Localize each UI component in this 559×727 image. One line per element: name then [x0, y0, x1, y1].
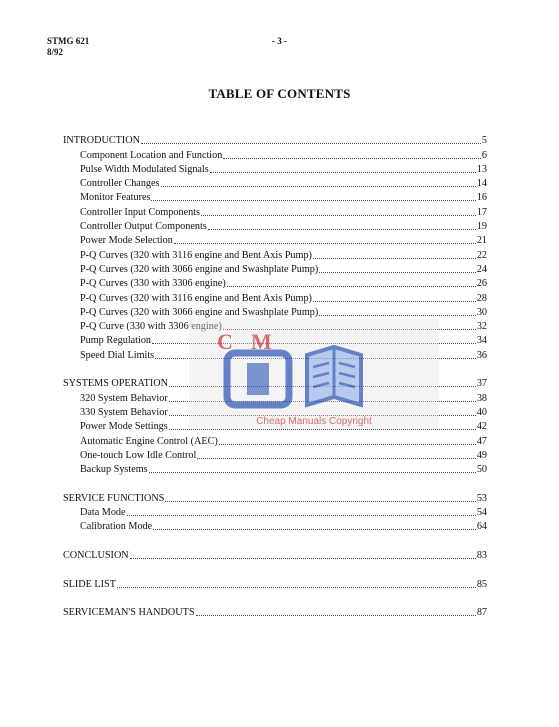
toc-entry-page: 38 — [476, 392, 487, 404]
toc-entry — [63, 462, 487, 476]
dot-leader — [127, 515, 476, 516]
toc-entry — [63, 247, 487, 261]
toc-entry — [63, 204, 487, 218]
toc-entry-label: P-Q Curves (320 with 3066 engine and Swashplate Pump) — [80, 263, 319, 275]
toc-section-heading — [63, 133, 487, 147]
dot-leader — [196, 615, 476, 616]
toc-entry-page: 53 — [476, 492, 487, 504]
toc-entry-page: 26 — [476, 278, 487, 290]
toc-entry — [63, 190, 487, 204]
toc-entry-page: 54 — [476, 507, 487, 519]
toc-entry-label: Controller Input Components — [80, 206, 200, 218]
toc-entry-page: 14 — [476, 178, 487, 190]
watermark-letter-c: C — [217, 329, 233, 354]
page-number: - 3 - — [272, 36, 287, 46]
dot-leader — [165, 501, 475, 502]
toc-entry-label: SERVICE FUNCTIONS — [63, 492, 165, 504]
toc-section-heading — [63, 490, 487, 504]
toc-entry — [63, 262, 487, 276]
toc-section-heading — [63, 576, 487, 590]
toc-entry-page: 64 — [476, 521, 487, 533]
dot-leader — [149, 472, 476, 473]
dot-leader — [153, 529, 476, 530]
toc-entry-page: 13 — [476, 163, 487, 175]
toc-entry-page: 21 — [476, 235, 487, 247]
toc-entry-label: INTRODUCTION — [63, 135, 140, 147]
toc-entry-page: 17 — [476, 206, 487, 218]
toc-entry — [63, 147, 487, 161]
toc-entry-label: P-Q Curves (320 with 3066 engine and Swashplate Pump) — [80, 306, 319, 318]
toc-entry-page: 32 — [476, 321, 487, 333]
toc-entry-label: Monitor Features — [80, 192, 151, 204]
toc-entry-page: 87 — [476, 607, 487, 619]
toc-entry — [63, 219, 487, 233]
section-spacer — [63, 562, 487, 576]
dot-leader — [313, 301, 476, 302]
toc-entry-page: 40 — [476, 406, 487, 418]
dot-leader — [117, 587, 476, 588]
dot-leader — [161, 186, 476, 187]
toc-entry-label: Controller Output Components — [80, 221, 207, 233]
section-spacer — [63, 591, 487, 605]
toc-entry-label: SLIDE LIST — [63, 578, 116, 590]
toc-entry-label: Controller Changes — [80, 178, 160, 190]
toc-entry-page: 83 — [476, 549, 487, 561]
toc-entry-page: 24 — [476, 263, 487, 275]
doc-date: 8/92 — [47, 47, 64, 57]
dot-leader — [141, 143, 481, 144]
toc-entry-label: Backup Systems — [80, 464, 148, 476]
dot-leader — [174, 243, 476, 244]
toc-entry-label: CONCLUSION — [63, 549, 129, 561]
dot-leader — [219, 444, 476, 445]
toc-entry-label: Pulse Width Modulated Signals — [80, 163, 209, 175]
toc-entry-page: 47 — [476, 435, 487, 447]
dot-leader — [313, 258, 476, 259]
toc-entry — [63, 176, 487, 190]
toc-entry-label: Component Location and Function — [80, 149, 223, 161]
toc-entry-label: 320 System Behavior — [80, 392, 168, 404]
toc-entry-label: Power Mode Selection — [80, 235, 173, 247]
doc-id: STMG 621 — [47, 36, 90, 46]
dot-leader — [197, 458, 476, 459]
toc-entry-page: 28 — [476, 292, 487, 304]
toc-entry — [63, 162, 487, 176]
toc-entry-label: 330 System Behavior — [80, 406, 168, 418]
toc-entry-page: 16 — [476, 192, 487, 204]
dot-leader — [130, 558, 476, 559]
toc-entry-page: 34 — [476, 335, 487, 347]
toc-entry-page: 6 — [481, 149, 487, 161]
dot-leader — [227, 286, 476, 287]
dot-leader — [319, 272, 476, 273]
section-spacer — [63, 476, 487, 490]
toc-entry-label: P-Q Curve (330 with 3306 engine) — [80, 321, 222, 333]
toc-entry — [63, 448, 487, 462]
toc-entry — [63, 290, 487, 304]
toc-entry-label: Calibration Mode — [80, 521, 153, 533]
toc-entry-page: 19 — [476, 221, 487, 233]
toc-entry-label: Automatic Engine Control (AEC) — [80, 435, 218, 447]
toc-entry-page: 36 — [476, 349, 487, 361]
toc-entry — [63, 233, 487, 247]
toc-entry-label: One-touch Low Idle Control — [80, 449, 197, 461]
toc-entry-label: P-Q Curves (330 with 3306 engine) — [80, 278, 226, 290]
dot-leader — [208, 229, 476, 230]
watermark-logo — [189, 311, 439, 436]
toc-entry-page: 49 — [476, 449, 487, 461]
watermark-text: Cheap Manuals Copyright — [256, 416, 372, 427]
toc-entry-label: Power Mode Settings — [80, 421, 168, 433]
toc-entry-label: Speed Dial Limits — [80, 349, 155, 361]
toc-entry — [63, 505, 487, 519]
watermark-letter-m: M — [251, 329, 272, 354]
toc-entry-page: 5 — [481, 135, 487, 147]
toc-section-heading — [63, 548, 487, 562]
toc-entry — [63, 276, 487, 290]
toc-entry-label: P-Q Curves (320 with 3116 engine and Bent Axis Pump) — [80, 292, 312, 304]
page-title: TABLE OF CONTENTS — [208, 86, 351, 101]
toc-entry-label: SYSTEMS OPERATION — [63, 378, 169, 390]
toc-entry-page: 85 — [476, 578, 487, 590]
dot-leader — [151, 200, 475, 201]
toc-entry-label: Data Mode — [80, 507, 126, 519]
toc-entry-page: 22 — [476, 249, 487, 261]
toc-entry-label: P-Q Curves (320 with 3116 engine and Bent Axis Pump) — [80, 249, 312, 261]
toc-section-heading — [63, 605, 487, 619]
dot-leader — [223, 158, 481, 159]
toc-entry-page: 50 — [476, 464, 487, 476]
section-spacer — [63, 533, 487, 547]
toc-entry-page: 42 — [476, 421, 487, 433]
toc-entry-label: SERVICEMAN'S HANDOUTS — [63, 607, 195, 619]
dot-leader — [201, 215, 476, 216]
toc-entry-page: 37 — [476, 378, 487, 390]
toc-entry-label: Pump Regulation — [80, 335, 152, 347]
toc-entry-page: 30 — [476, 306, 487, 318]
toc-entry — [63, 519, 487, 533]
dot-leader — [210, 172, 476, 173]
